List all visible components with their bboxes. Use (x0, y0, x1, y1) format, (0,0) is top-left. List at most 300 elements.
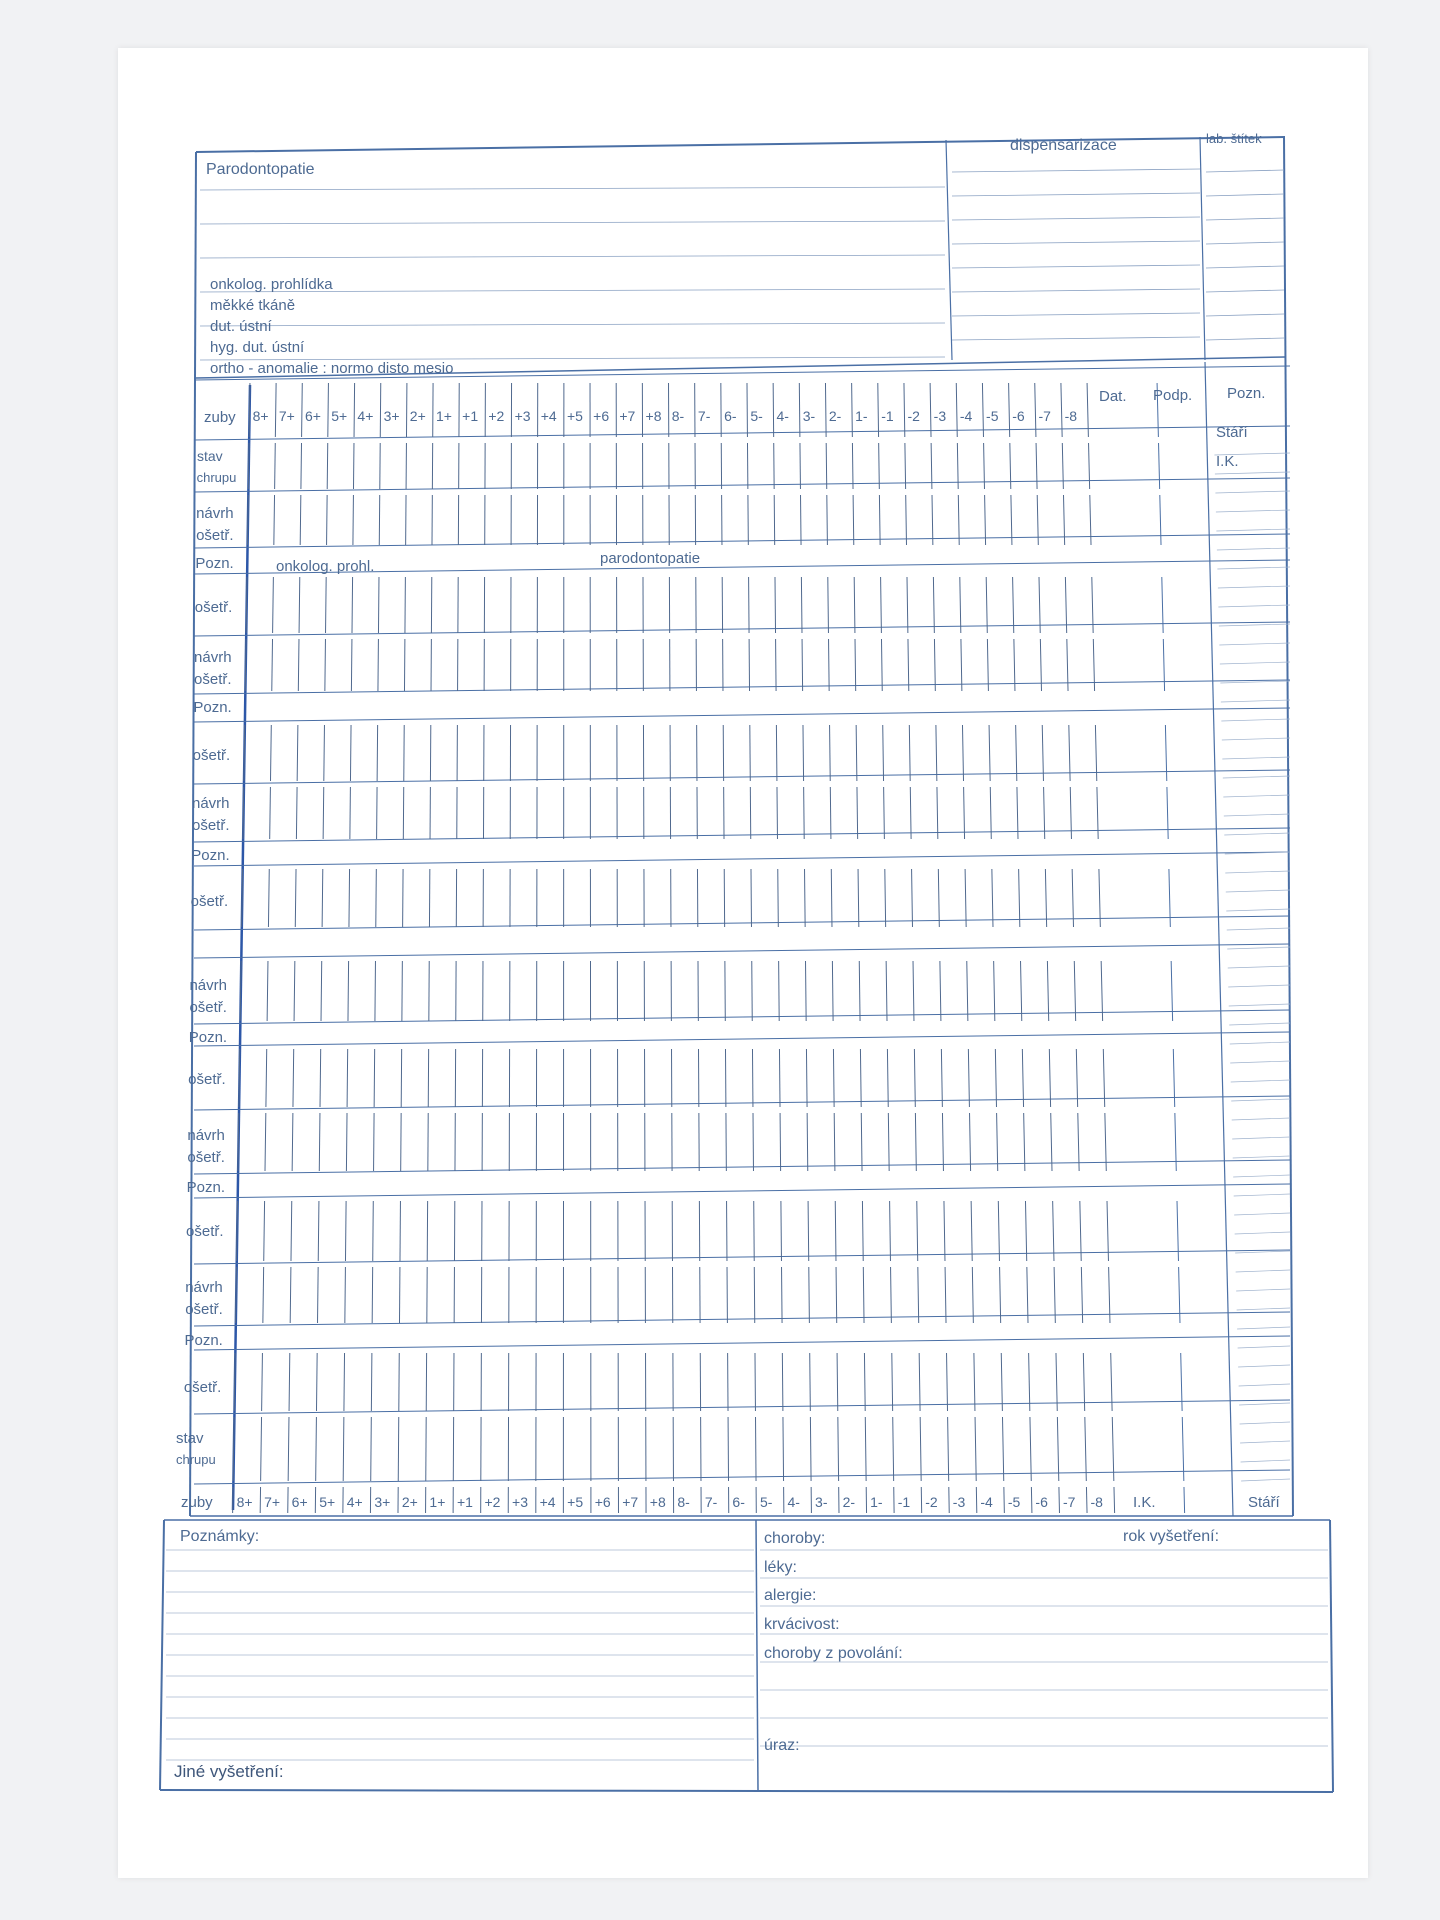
top-tooth-21: 3- (802, 408, 816, 424)
top-tooth-16: 8- (671, 408, 685, 424)
tooth-cell-line (1002, 1417, 1003, 1481)
row-divider (194, 1250, 1290, 1264)
dispensarizace-line (952, 241, 1200, 244)
right-margin-line (1231, 1080, 1290, 1082)
header-divider-lab (1200, 137, 1205, 360)
row-divider (194, 708, 1290, 722)
tooth-cell-line (1089, 443, 1090, 489)
lab-stitek-line (1206, 170, 1284, 172)
tooth-cell-line (349, 869, 350, 927)
right-margin-line (1233, 1175, 1290, 1177)
right-margin-line (1218, 605, 1290, 607)
tooth-cell-line (1025, 1201, 1026, 1261)
tooth-cell-line (974, 1353, 975, 1411)
tooth-cell-line (372, 1267, 373, 1323)
tooth-cell-line (345, 1267, 346, 1323)
tooth-cell-line (906, 495, 907, 545)
header-line-mekke: měkké tkáně (210, 297, 296, 314)
tooth-cell-line (994, 961, 995, 1021)
choroby-label: choroby: (764, 1530, 826, 1547)
krvacivost-label: krvácivost: (764, 1616, 840, 1633)
bottom-tooth-14: +7 (622, 1494, 639, 1510)
tooth-cell-line (1097, 787, 1098, 839)
tooth-cell-line (830, 725, 831, 781)
right-margin-line (1235, 1232, 1290, 1234)
tooth-cell-line (990, 787, 991, 839)
tooth-cell-line (965, 869, 966, 927)
tooth-cell-line (989, 725, 990, 781)
tooth-cell-line (272, 639, 273, 691)
navrh-label: návrh (194, 649, 232, 666)
form-border-right (1284, 137, 1293, 1516)
tooth-cell-line (345, 1201, 346, 1261)
tooth-cell-line (852, 383, 853, 437)
bottom-tooth-5: 3+ (374, 1494, 391, 1510)
navrh-label: návrh (185, 1279, 223, 1296)
tooth-cell-line (353, 495, 354, 545)
tooth-cell-line (859, 961, 860, 1021)
tooth-cell-line (806, 1049, 807, 1107)
tooth-cell-line (1057, 1417, 1058, 1481)
top-tooth-6: 2+ (409, 408, 426, 424)
tooth-cell-line (261, 1417, 262, 1481)
tooth-cell-line (344, 1353, 345, 1411)
header-line-dut: dut. ústní (210, 318, 272, 335)
row-divider (194, 534, 1290, 548)
top-tooth-24: -1 (881, 408, 894, 424)
tooth-cell-line (1047, 961, 1048, 1021)
tooth-cell-line (802, 639, 803, 691)
tooth-cell-line (807, 1113, 808, 1171)
right-margin-line (1220, 681, 1290, 683)
header-line-hyg: hyg. dut. ústní (210, 339, 305, 356)
tooth-cell-line (274, 495, 275, 545)
navrh-label: návrh (192, 795, 230, 812)
tooth-cell-line (354, 383, 355, 437)
tooth-cell-line (975, 1417, 976, 1481)
right-margin-line (1225, 871, 1290, 873)
onkolog-prohl-note: onkolog. prohl. (276, 558, 375, 575)
tooth-cell-line (961, 639, 962, 691)
tooth-cell-line (905, 443, 906, 489)
dat-column-line (1165, 725, 1166, 781)
top-tooth-26: -3 (933, 408, 947, 424)
tooth-cell-line (941, 1049, 942, 1107)
tooth-cell-line (883, 725, 884, 781)
header-line-ortho: ortho - anomalie : normo disto mesio (210, 360, 454, 377)
row-divider (194, 916, 1290, 930)
right-margin-line (1218, 586, 1290, 588)
lab-stitek-line (1206, 218, 1284, 220)
top-tooth-0: 8+ (252, 408, 269, 424)
tooth-cell-line (958, 495, 959, 545)
row-divider (194, 852, 1290, 866)
osetr-label: ošetř. (190, 893, 229, 910)
tooth-cell-line (831, 869, 832, 927)
top-tooth-13: +6 (593, 408, 610, 424)
tooth-cell-line (1045, 869, 1046, 927)
tooth-cell-line (343, 1417, 344, 1481)
tooth-cell-line (855, 639, 856, 691)
top-tooth-8: +1 (462, 408, 479, 424)
dat-column-line (1177, 1201, 1178, 1261)
tooth-cell-line (986, 577, 987, 633)
bottom-tooth-numbers (237, 1494, 1104, 1510)
right-margin-line (1221, 719, 1290, 721)
footer-left (160, 1520, 164, 1790)
tooth-cell-line (944, 1201, 945, 1261)
tooth-cell-line (934, 639, 935, 691)
navrh-label: návrh (187, 1127, 225, 1144)
tooth-cell-line (289, 1353, 290, 1411)
tooth-cell-line (992, 869, 993, 927)
top-tooth-20: 4- (776, 408, 789, 424)
header-divider-main (946, 140, 952, 360)
tooth-cell-line (852, 443, 853, 489)
right-margin-line (1239, 1403, 1290, 1405)
tooth-cell-line (377, 725, 378, 781)
row-divider (194, 770, 1290, 784)
bottom-tooth-8: +1 (456, 1494, 473, 1510)
lab-stitek-line (1206, 314, 1284, 316)
tooth-cell-line (294, 961, 295, 1021)
dat-column-line (1169, 869, 1170, 927)
right-margin-line (1239, 1384, 1290, 1386)
tooth-cell-line (1051, 1113, 1052, 1171)
tooth-cell-line (778, 869, 779, 927)
top-tooth-2: 6+ (305, 408, 321, 424)
right-margin-line (1215, 472, 1290, 474)
right-margin-line (1222, 738, 1290, 740)
navrh-osetr-label: ošetř. (196, 527, 234, 544)
tooth-cell-line (829, 639, 830, 691)
tooth-cell-line (351, 639, 352, 691)
right-margin-line (1224, 833, 1290, 835)
tooth-cell-line (937, 787, 938, 839)
bottom-tooth-16: 8- (677, 1494, 690, 1510)
row-divider (194, 1312, 1290, 1326)
pozn-label: Pozn. (193, 699, 232, 716)
tooth-cell-line (1093, 639, 1094, 691)
bottom-tooth-6: 2+ (401, 1494, 418, 1510)
osetr-label: ošetř. (192, 747, 231, 764)
row-divider (194, 944, 1290, 958)
tooth-cell-line (801, 577, 802, 633)
tooth-cell-line (857, 787, 858, 839)
tooth-cell-line (834, 1113, 835, 1171)
tooth-cell-line (827, 495, 828, 545)
tooth-cell-line (1001, 1353, 1002, 1411)
tooth-cell-line (326, 577, 327, 633)
tooth-cell-line (915, 1113, 916, 1171)
tooth-cell-line (919, 1353, 920, 1411)
tooth-cell-line (264, 1201, 265, 1261)
top-tooth-15: +8 (645, 408, 662, 424)
dat-column-line (1179, 1267, 1180, 1323)
tooth-cell-line (945, 1267, 946, 1323)
right-margin-line (1223, 795, 1290, 797)
top-stari-label: Stáří (1216, 424, 1248, 441)
tooth-cell-line (964, 787, 965, 839)
tooth-cell-line (1059, 1487, 1060, 1513)
navrh-osetr-label: ošetř. (194, 671, 232, 688)
tooth-cell-line (398, 1417, 399, 1481)
row-divider (194, 1096, 1290, 1110)
tooth-cell-line (970, 1113, 971, 1171)
row-divider (194, 1160, 1290, 1174)
right-margin-line (1234, 1213, 1290, 1215)
row-divider (194, 680, 1290, 694)
rok-vysetreni-label: rok vyšetření: (1123, 1528, 1220, 1545)
navrh-label: návrh (196, 505, 234, 522)
top-tooth-7: 1+ (435, 408, 452, 424)
tooth-cell-line (316, 1353, 317, 1411)
tooth-cell-line (273, 577, 274, 633)
bottom-tooth-17: 7- (704, 1494, 718, 1510)
tooth-cell-line (1029, 1353, 1030, 1411)
top-podp-label: Podp. (1153, 387, 1193, 404)
tooth-cell-line (932, 495, 933, 545)
tooth-cell-line (956, 383, 957, 437)
row-divider (194, 1400, 1290, 1414)
stav-label: stav (196, 448, 223, 464)
bottom-tooth-22: 2- (842, 1494, 856, 1510)
right-margin-line (1240, 1441, 1290, 1443)
tooth-cell-line (904, 383, 905, 437)
right-margin-line (1235, 1251, 1290, 1253)
row-divider (194, 1010, 1290, 1024)
bottom-tooth-18: 6- (732, 1494, 745, 1510)
tooth-cell-line (917, 1201, 918, 1261)
dat-column-line (1159, 443, 1160, 489)
chrupu-label: chrupu (196, 470, 237, 485)
tooth-cell-line (756, 1417, 757, 1481)
tooth-cell-line (299, 577, 300, 633)
tooth-cell-line (316, 1417, 317, 1481)
footer-bottom (160, 1790, 1333, 1792)
bottom-ik-label: I.K. (1133, 1494, 1156, 1511)
header-writing-line (200, 221, 945, 224)
top-tooth-23: 1- (855, 408, 868, 424)
tooth-cell-line (371, 1353, 372, 1411)
tooth-cell-line (346, 1113, 347, 1171)
tooth-cell-line (832, 961, 833, 1021)
top-tooth-25: -2 (907, 408, 920, 424)
dat-column-line (1163, 639, 1164, 691)
top-tooth-11: +4 (540, 408, 557, 424)
top-tooth-22: 2- (828, 408, 842, 424)
top-tooth-numbers (253, 408, 1078, 424)
tooth-cell-line (1016, 725, 1017, 781)
right-margin-line (1227, 947, 1290, 949)
right-margin-line (1224, 814, 1290, 816)
row-divider (194, 1184, 1290, 1198)
dat-column-line (1162, 577, 1163, 633)
tooth-cell-line (826, 443, 827, 489)
top-tooth-4: 4+ (357, 408, 374, 424)
tooth-cell-line (804, 787, 805, 839)
pozn-label: Pozn. (188, 1029, 228, 1046)
tooth-cell-line (374, 1113, 375, 1171)
tooth-cell-line (782, 1353, 783, 1411)
osetr-label: ošetř. (186, 1223, 224, 1240)
tooth-cell-line (803, 725, 804, 781)
bottom-tooth-15: +8 (649, 1494, 666, 1510)
tooth-cell-line (1112, 1417, 1114, 1481)
tooth-cell-line (1022, 1049, 1023, 1107)
top-tooth-27: -4 (959, 408, 973, 424)
right-margin-line (1223, 776, 1290, 778)
tooth-cell-line (1000, 1267, 1001, 1323)
dat-column-line (1184, 1487, 1185, 1513)
right-margin-line (1237, 1327, 1290, 1329)
tooth-cell-line (1021, 961, 1022, 1021)
tooth-cell-line (350, 725, 351, 781)
right-margin-line (1222, 757, 1290, 759)
tooth-cell-line (1024, 1113, 1025, 1171)
pozn-label: Pozn. (184, 1332, 223, 1349)
uraz-label: úraz: (764, 1737, 800, 1754)
dat-column-line (1175, 1113, 1176, 1171)
tooth-cell-line (908, 639, 909, 691)
tooth-cell-line (879, 443, 880, 489)
navrh-osetr-label: ošetř. (187, 1149, 225, 1166)
right-margin-line (1226, 909, 1290, 911)
bottom-tooth-27: -4 (980, 1494, 993, 1510)
header-writing-line (200, 187, 945, 190)
tooth-cell-line (265, 1113, 266, 1171)
top-tooth-19: 5- (750, 408, 763, 424)
tooth-cell-line (808, 1201, 809, 1261)
tooth-cell-line (864, 1353, 865, 1411)
right-margin-line (1229, 1004, 1290, 1006)
top-tooth-29: -6 (1012, 408, 1025, 424)
right-margin-line (1237, 1308, 1290, 1310)
row-divider (194, 622, 1290, 636)
tooth-cell-line (782, 1267, 783, 1323)
bottom-tooth-2: 6+ (291, 1494, 308, 1510)
tooth-cell-line (1114, 1487, 1115, 1513)
bottom-tooth-3: 5+ (319, 1494, 336, 1510)
right-margin-line (1216, 510, 1290, 512)
tooth-cell-line (861, 1113, 862, 1171)
tooth-cell-line (940, 961, 941, 1021)
right-margin-line (1228, 966, 1290, 968)
tooth-cell-line (378, 577, 379, 633)
tooth-cell-line (325, 639, 326, 691)
dispensarizace-line (952, 217, 1200, 220)
bottom-zuby-label: zuby (181, 1494, 213, 1511)
tooth-cell-line (825, 383, 826, 437)
right-margin-line (1232, 1118, 1290, 1120)
tooth-cell-line (1062, 443, 1063, 489)
tooth-cell-line (348, 961, 349, 1021)
tooth-cell-line (775, 577, 776, 633)
right-margin-line (1241, 1460, 1290, 1462)
choroby-z-povolani-label: choroby z povolání: (764, 1645, 903, 1662)
tooth-cell-line (275, 443, 276, 489)
right-margin-line (1215, 491, 1290, 493)
bottom-tooth-28: -5 (1007, 1494, 1021, 1510)
tooth-cell-line (914, 1049, 915, 1107)
top-tooth-1: 7+ (278, 408, 295, 424)
bottom-tooth-21: 3- (815, 1494, 828, 1510)
right-margin-line (1232, 1137, 1290, 1139)
tooth-cell-line (268, 869, 269, 927)
tooth-cell-line (828, 577, 829, 633)
tooth-cell-line (885, 869, 886, 927)
lab-stitek-label: lab. štítek (1206, 131, 1262, 146)
navrh-label: návrh (189, 977, 227, 994)
right-margin-line (1241, 1479, 1290, 1481)
osetr-label: ošetř. (183, 1379, 222, 1396)
right-margin-line (1234, 1194, 1290, 1196)
tooth-cell-line (783, 1417, 784, 1481)
tooth-cell-line (918, 1267, 919, 1323)
bottom-tooth-0: 8+ (236, 1494, 253, 1510)
right-margin-line (1228, 985, 1290, 987)
tooth-cell-line (801, 495, 802, 545)
tooth-cell-line (998, 1201, 999, 1261)
right-margin-line (1236, 1270, 1290, 1272)
tooth-cell-line (322, 869, 323, 927)
tooth-cell-line (302, 383, 303, 437)
tooth-cell-line (780, 1113, 781, 1171)
tooth-cell-line (948, 1417, 949, 1481)
tooth-cell-line (881, 577, 882, 633)
bottom-tooth-1: 7+ (264, 1494, 281, 1510)
tooth-cell-line (1053, 1201, 1054, 1261)
tooth-cell-line (1027, 1267, 1028, 1323)
tooth-cell-line (878, 383, 879, 437)
top-tooth-14: +7 (619, 408, 636, 424)
tooth-cell-line (865, 1417, 866, 1481)
bottom-tooth-23: 1- (870, 1494, 883, 1510)
tooth-cell-line (262, 1353, 263, 1411)
tooth-cell-line (1086, 1487, 1087, 1513)
tooth-cell-line (1049, 1049, 1050, 1107)
tooth-cell-line (773, 383, 774, 437)
tooth-cell-line (291, 1201, 292, 1261)
tooth-cell-line (1010, 443, 1011, 489)
tooth-cell-line (266, 1049, 267, 1107)
tooth-cell-line (297, 725, 298, 781)
bottom-tooth-7: 1+ (429, 1494, 446, 1510)
bottom-tooth-29: -6 (1035, 1494, 1048, 1510)
tooth-cell-line (270, 787, 271, 839)
tooth-cell-line (912, 869, 913, 927)
tooth-cell-line (350, 787, 351, 839)
tooth-cell-line (810, 1417, 811, 1481)
form-border-top (196, 137, 1285, 152)
tooth-cell-line (375, 961, 376, 1021)
tooth-cell-line (300, 495, 301, 545)
tooth-cell-line (854, 577, 855, 633)
bottom-tooth-30: -7 (1062, 1494, 1076, 1510)
tooth-cell-line (347, 1049, 348, 1107)
dat-column-line (1160, 495, 1161, 545)
row-divider (194, 478, 1290, 492)
bottom-stari-label: Stáří (1248, 1494, 1280, 1511)
tooth-cell-line (328, 383, 329, 437)
tooth-cell-line (799, 383, 800, 437)
tooth-cell-line (920, 1417, 921, 1481)
tooth-cell-line (248, 443, 249, 489)
tooth-cell-line (860, 1049, 861, 1107)
row-divider (194, 828, 1290, 842)
tooth-cell-line (1080, 1201, 1081, 1261)
tooth-cell-line (781, 1201, 782, 1261)
